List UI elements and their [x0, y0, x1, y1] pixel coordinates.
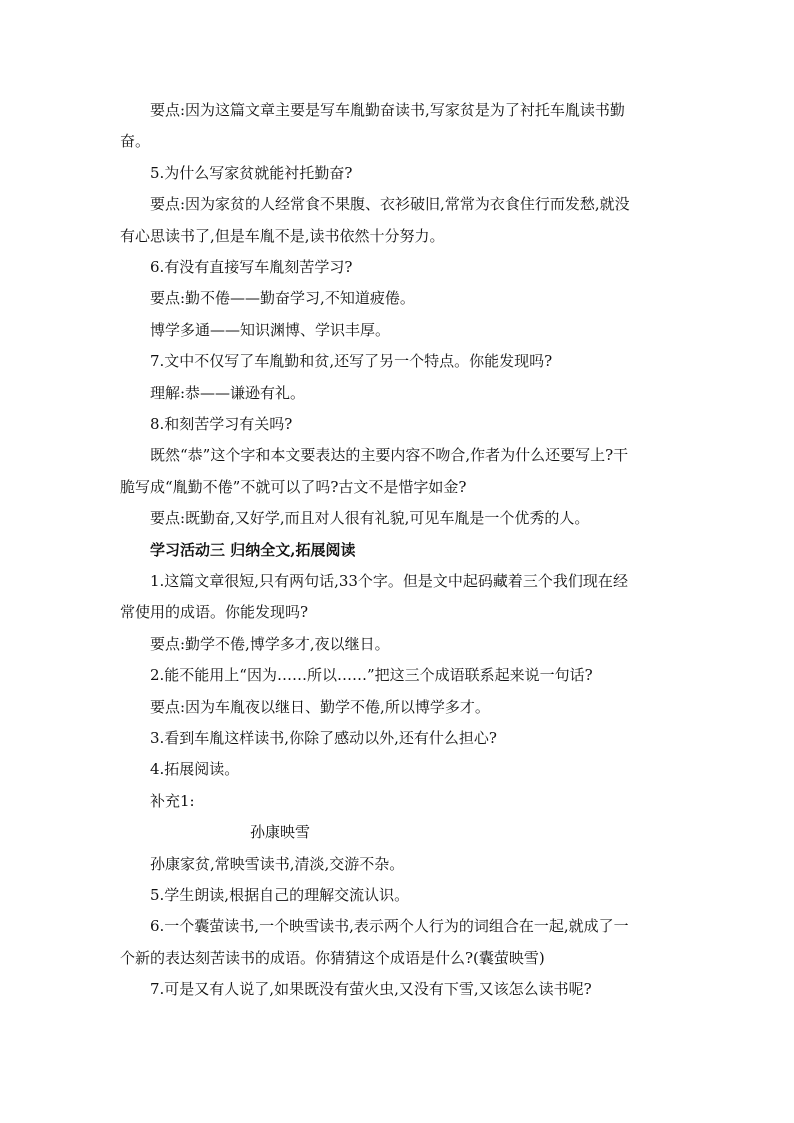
- text-line: 奋。: [120, 132, 151, 151]
- text-line: 博学多通——知识渊博、学识丰厚。: [150, 320, 391, 339]
- text-line: 要点:因为车胤夜以继日、勤学不倦,所以博学多才。: [150, 697, 490, 716]
- text-line: 理解:恭——谦逊有礼。: [150, 383, 306, 402]
- text-line: 有心思读书了,但是车胤不是,读书依然十分努力。: [120, 226, 445, 245]
- text-line: 孙康家贫,常映雪读书,清淡,交游不杂。: [150, 854, 405, 873]
- section-heading: 学习活动三 归纳全文,拓展阅读: [150, 540, 356, 559]
- text-line: 要点:勤不倦——勤奋学习,不知道疲倦。: [150, 289, 415, 308]
- text-line: 既然“恭”这个字和本文要表达的主要内容不吻合,作者为什么还要写上?干: [150, 446, 629, 465]
- text-line: 6.有没有直接写车胤刻苦学习?: [150, 258, 353, 276]
- text-line: 1.这篇文章很短,只有两句话,33个字。但是文中起码藏着三个我们现在经: [150, 572, 628, 590]
- text-line: 5.学生朗读,根据自己的理解交流认识。: [150, 886, 410, 904]
- text-line: 4.拓展阅读。: [150, 760, 240, 779]
- text-line: 要点:因为家贫的人经常食不果腹、衣衫破旧,常常为衣食住行而发愁,就没: [150, 195, 630, 214]
- text-line: 常使用的成语。你能发现吗?: [120, 603, 309, 622]
- text-line: 要点:既勤奋,又好学,而且对人很有礼貌,可见车胤是一个优秀的人。: [150, 509, 590, 528]
- text-line: 要点:因为这篇文章主要是写车胤勤奋读书,写家贫是为了衬托车胤读书勤: [150, 101, 625, 119]
- text-line: 个新的表达刻苦读书的成语。你猜猜这个成语是什么?(囊萤映雪): [120, 948, 545, 967]
- text-line: 补充1:: [150, 791, 195, 810]
- text-line: 3.看到车胤这样读书,你除了感动以外,还有什么担心?: [150, 729, 497, 747]
- text-line: 2.能不能用上“因为……所以……”把这三个成语联系起来说一句话?: [150, 666, 593, 685]
- text-line: 6.一个囊萤读书,一个映雪读书,表示两个人行为的词组合在一起,就成了一: [150, 917, 629, 936]
- text-line: 脆写成“胤勤不倦”不就可以了吗?古文不是惜字如金?: [120, 477, 467, 496]
- text-line: 要点:勤学不倦,博学多才,夜以继日。: [150, 634, 390, 653]
- text-line: 7.可是又有人说了,如果既没有萤火虫,又没有下雪,又该怎么读书呢?: [150, 980, 592, 999]
- text-line: 5.为什么写家贫就能衬托勤奋?: [150, 163, 353, 182]
- text-line: 7.文中不仅写了车胤勤和贫,还写了另一个特点。你能发现吗?: [150, 352, 553, 371]
- text-line: 8.和刻苦学习有关吗?: [150, 415, 293, 433]
- reading-title: 孙康映雪: [250, 823, 311, 842]
